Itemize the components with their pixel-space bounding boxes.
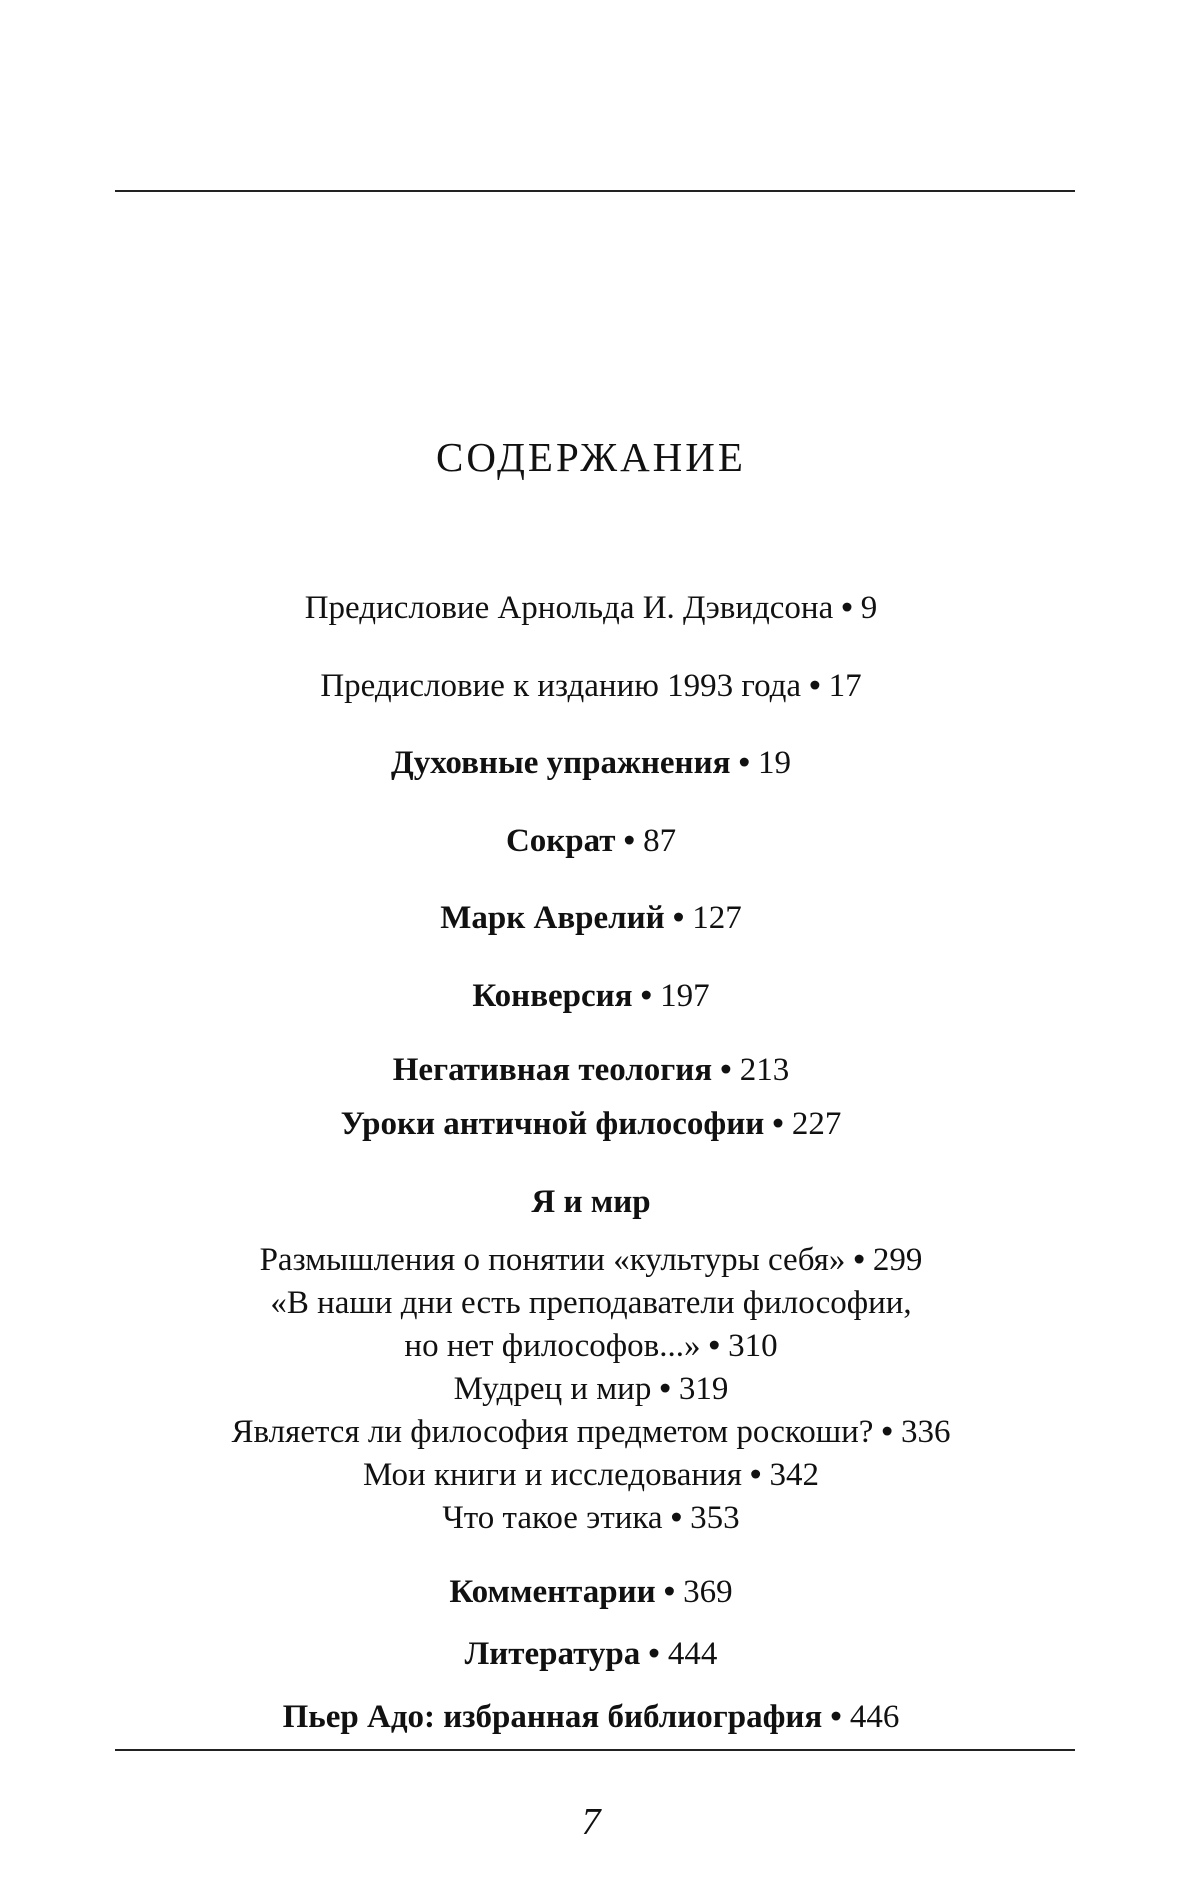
- section-item-page: 353: [690, 1500, 740, 1536]
- toc-entry-title: Уроки античной философии: [340, 1106, 765, 1142]
- separator-bullet: •: [659, 1371, 671, 1407]
- section-item: [0, 1455, 1182, 1495]
- toc-entry: [0, 666, 1182, 706]
- separator-bullet: •: [881, 1414, 893, 1450]
- toc-entry: [0, 1050, 1182, 1090]
- separator-bullet: •: [830, 1699, 842, 1735]
- section-item-title: но нет философов...»: [404, 1328, 701, 1364]
- toc-entry-title: Духовные упражнения: [390, 745, 731, 781]
- section-item: [0, 1240, 1182, 1280]
- separator-bullet: •: [663, 1574, 676, 1610]
- section-item-title: Является ли философия предметом роскоши?: [231, 1414, 874, 1450]
- toc-entry: [0, 743, 1182, 783]
- toc-entry-page: 213: [739, 1052, 790, 1088]
- toc-entry: [0, 976, 1182, 1016]
- section-item-page: 342: [769, 1457, 819, 1493]
- section-item-page: 319: [678, 1371, 729, 1407]
- toc-entry: [0, 1572, 1182, 1612]
- section-item-page: 310: [728, 1328, 778, 1364]
- toc-entry-page: 444: [667, 1636, 718, 1672]
- separator-bullet: •: [720, 1052, 732, 1088]
- separator-bullet: •: [708, 1328, 721, 1364]
- page-title: СОДЕРЖАНИЕ: [436, 434, 746, 480]
- section-item-title: Мои книги и исследования: [363, 1457, 742, 1493]
- toc-entry-page: 446: [849, 1699, 900, 1735]
- toc-entry-title: Комментарии: [449, 1574, 656, 1610]
- toc-entry-page: 197: [660, 978, 710, 1014]
- section-item: [0, 1369, 1182, 1409]
- section-heading: Я и мир: [531, 1184, 651, 1220]
- toc-entry: [0, 1697, 1182, 1737]
- toc-entry-title: Сократ: [505, 823, 616, 859]
- section-item: [0, 1326, 1182, 1366]
- separator-bullet: •: [670, 1500, 683, 1536]
- separator-bullet: •: [672, 900, 685, 936]
- toc-entry-title: Негативная теология: [392, 1052, 713, 1088]
- toc-entry-title: Предисловие Арнольда И. Дэвидсона: [304, 590, 834, 626]
- toc-entry: [0, 898, 1182, 938]
- toc-entry-title: Пьер Адо: избранная библиография: [282, 1699, 823, 1735]
- section-item: [0, 1283, 1182, 1323]
- separator-bullet: •: [841, 590, 853, 626]
- separator-bullet: •: [738, 745, 751, 781]
- toc-entry-title: Литература: [464, 1636, 641, 1672]
- section-item-title: «В наши дни есть преподаватели философии,: [270, 1285, 912, 1321]
- toc-entry-page: 19: [758, 745, 792, 781]
- separator-bullet: •: [749, 1457, 762, 1493]
- toc-entry: [0, 1104, 1182, 1144]
- toc-entry: [0, 1634, 1182, 1674]
- toc-entry-page: 9: [860, 590, 878, 626]
- toc-entry-title: Марк Аврелий: [440, 900, 665, 936]
- separator-bullet: •: [809, 668, 821, 704]
- page-number: 7: [581, 1801, 601, 1843]
- toc-entry: [0, 588, 1182, 628]
- bottom-rule: [115, 1749, 1075, 1751]
- section-item: [0, 1412, 1182, 1452]
- separator-bullet: •: [853, 1242, 865, 1278]
- toc-entry-title: Предисловие к изданию 1993 года: [320, 668, 802, 704]
- separator-bullet: •: [623, 823, 636, 859]
- section-item-title: Мудрец и мир: [453, 1371, 652, 1407]
- section-item: [0, 1498, 1182, 1538]
- toc-entry-title: Конверсия: [472, 978, 633, 1014]
- section-item-title: Что такое этика: [442, 1500, 663, 1536]
- separator-bullet: •: [772, 1106, 784, 1142]
- section-item-page: 336: [900, 1414, 951, 1450]
- toc-entry: [0, 821, 1182, 861]
- toc-entry-page: 127: [692, 900, 742, 936]
- separator-bullet: •: [640, 978, 653, 1014]
- section-item-title: Размышления о понятии «культуры себя»: [259, 1242, 846, 1278]
- toc-entry-page: 17: [828, 668, 862, 704]
- toc-entry-page: 87: [643, 823, 677, 859]
- toc-entry-page: 227: [791, 1106, 842, 1142]
- top-rule: [115, 190, 1075, 192]
- separator-bullet: •: [648, 1636, 660, 1672]
- section-item-page: 299: [872, 1242, 923, 1278]
- toc-entry-page: 369: [683, 1574, 733, 1610]
